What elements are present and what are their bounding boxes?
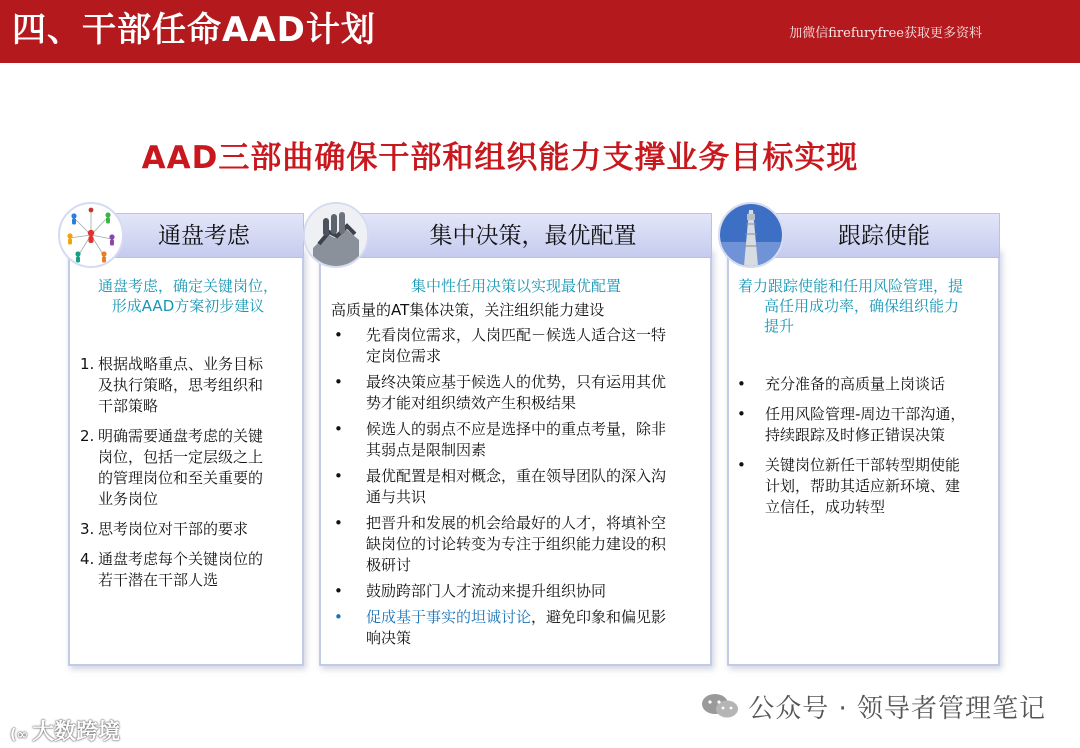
- column-2-header: [340, 213, 712, 258]
- list-item-highlight: • 促成基于事实的坦诚讨论，避免印象和偏见影 响决策: [330, 607, 705, 649]
- column-1-title: 通盘考虑: [158, 223, 250, 249]
- list-item: 3. 思考岗位对干部的要求: [80, 520, 249, 538]
- page-title: 四、干部任命AAD计划: [12, 10, 376, 50]
- list-item: • 最终决策应基于候选人的优势，只有运用其优 势才能对组织绩效产生积极结果: [330, 372, 705, 414]
- list-item: • 先看岗位需求，人岗匹配－候选人适合这一特 定岗位需求: [330, 325, 705, 367]
- list-item: • 关键岗位新任干部转型期使能 计划，帮助其适应新环境、建 立信任，成功转型: [733, 455, 995, 518]
- slide-headline: AAD三部曲确保干部和组织能力支撑业务目标实现: [141, 140, 859, 176]
- wechat-icon: [700, 691, 740, 728]
- header-note: 加微信firefuryfree获取更多资料: [789, 26, 982, 41]
- column-2-subtitle: 集中性任用决策以实现最优配置: [410, 277, 621, 295]
- column-3-list: [733, 374, 995, 523]
- list-item: 1. 根据战略重点、业务目标 及执行策略，思考组织和 干部策略: [80, 355, 264, 415]
- column-3-header: [748, 213, 1000, 258]
- list-item: • 鼓励跨部门人才流动来提升组织协同: [330, 581, 705, 602]
- list-item: • 把晋升和发展的机会给最好的人才，将填补空 缺岗位的讨论转变为专注于组织能力建设的积 极研讨: [330, 513, 705, 576]
- list-item: • 最优配置是相对概念，重在领导团队的深入沟 通与共识: [330, 466, 705, 508]
- list-item: • 充分准备的高质量上岗谈话: [733, 374, 995, 395]
- list-item: 2. 明确需要通盘考虑的关键 岗位，包括一定层级之上 的管理岗位和至关重要的 业务岗位: [80, 427, 264, 508]
- handshake-photo-icon: [303, 202, 369, 268]
- corner-logo: (∞ 大数跨境: [10, 720, 121, 745]
- column-2-title: 集中决策，最优配置: [429, 223, 637, 249]
- footer-watermark: 公众号 · 领导者管理笔记: [700, 688, 1046, 728]
- list-item: • 任用风险管理-周边干部沟通， 持续跟踪及时修正错误决策: [733, 404, 995, 446]
- header-bar: [0, 0, 1080, 63]
- column-1-subtitle: 通盘考虑，确定关键岗位， 形成AAD方案初步建议: [97, 277, 278, 315]
- column-2-intro: 高质量的AT集体决策，关注组织能力建设: [331, 301, 605, 319]
- people-network-icon: [58, 202, 124, 268]
- tower-photo-icon: [718, 202, 784, 268]
- column-1-list: [80, 354, 302, 600]
- column-3-title: 跟踪使能: [838, 223, 930, 249]
- list-item: • 候选人的弱点不应是选择中的重点考量，除非 其弱点是限制因素: [330, 419, 705, 461]
- list-item: 4. 通盘考虑每个关键岗位的 若干潜在干部人选: [80, 550, 264, 589]
- column-2-list: [330, 325, 705, 654]
- column-3-subtitle: 着力跟踪使能和任用风险管理，提 高任用成功率，确保组织能力 提升: [738, 277, 964, 335]
